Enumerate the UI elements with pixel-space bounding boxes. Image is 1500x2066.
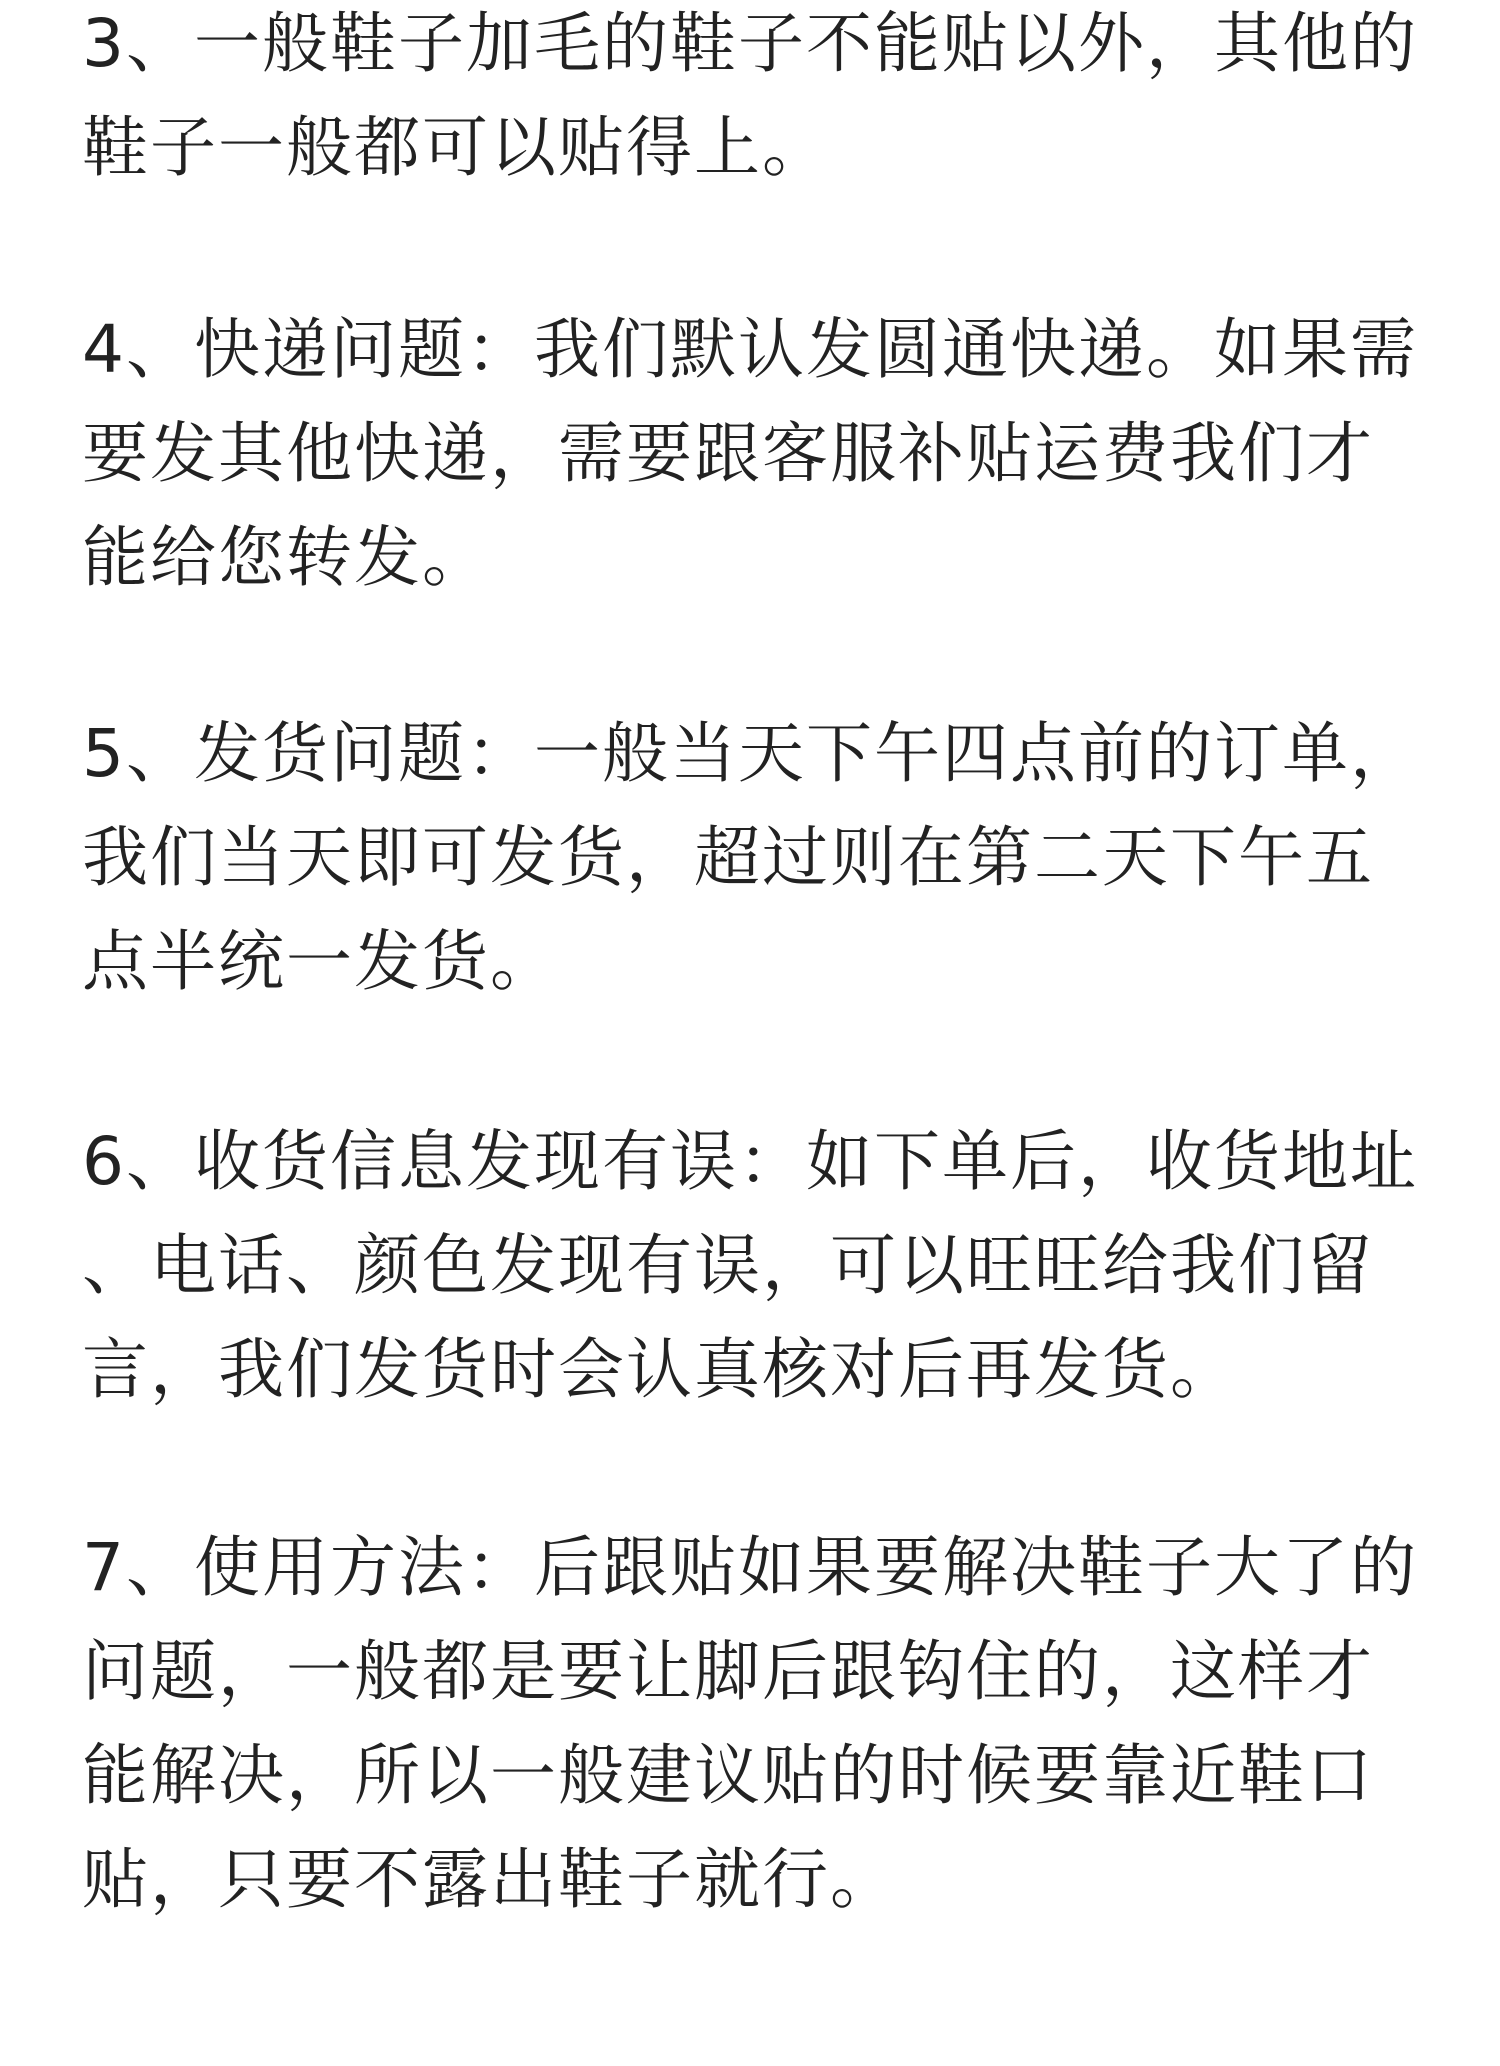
paragraph-item-6 xyxy=(82,1110,1422,1422)
paragraph-line: 问题，一般都是要让脚后跟钩住的，这样才 xyxy=(82,1633,1374,1710)
paragraph-line: 点半统一发货。 xyxy=(82,923,558,1000)
paragraph-line: 鞋子一般都可以贴得上。 xyxy=(82,109,830,186)
paragraph-line: 4、快递问题：我们默认发圆通快递。如果需 xyxy=(82,311,1418,388)
paragraph-line: 贴，只要不露出鞋子就行。 xyxy=(82,1841,898,1918)
paragraph-item-3 xyxy=(82,0,1422,200)
paragraph-line: 、电话、颜色发现有误，可以旺旺给我们留 xyxy=(82,1227,1374,1304)
paragraph-line: 6、收货信息发现有误：如下单后，收货地址 xyxy=(82,1123,1418,1200)
paragraph-line: 我们当天即可发货，超过则在第二天下午五 xyxy=(82,819,1374,896)
paragraph-line: 言，我们发货时会认真核对后再发货。 xyxy=(82,1331,1238,1408)
paragraph-line: 5、发货问题：一般当天下午四点前的订单， xyxy=(82,715,1418,792)
paragraph-item-5 xyxy=(82,702,1422,1014)
paragraph-item-4 xyxy=(82,298,1422,610)
paragraph-item-7 xyxy=(82,1516,1422,1932)
paragraph-line: 能给您转发。 xyxy=(82,519,490,596)
paragraph-line: 要发其他快递，需要跟客服补贴运费我们才 xyxy=(82,415,1374,492)
paragraph-line: 7、使用方法：后跟贴如果要解决鞋子大了的 xyxy=(82,1529,1418,1606)
paragraph-line: 能解决，所以一般建议贴的时候要靠近鞋口 xyxy=(82,1737,1374,1814)
paragraph-line: 3、一般鞋子加毛的鞋子不能贴以外，其他的 xyxy=(82,5,1418,82)
